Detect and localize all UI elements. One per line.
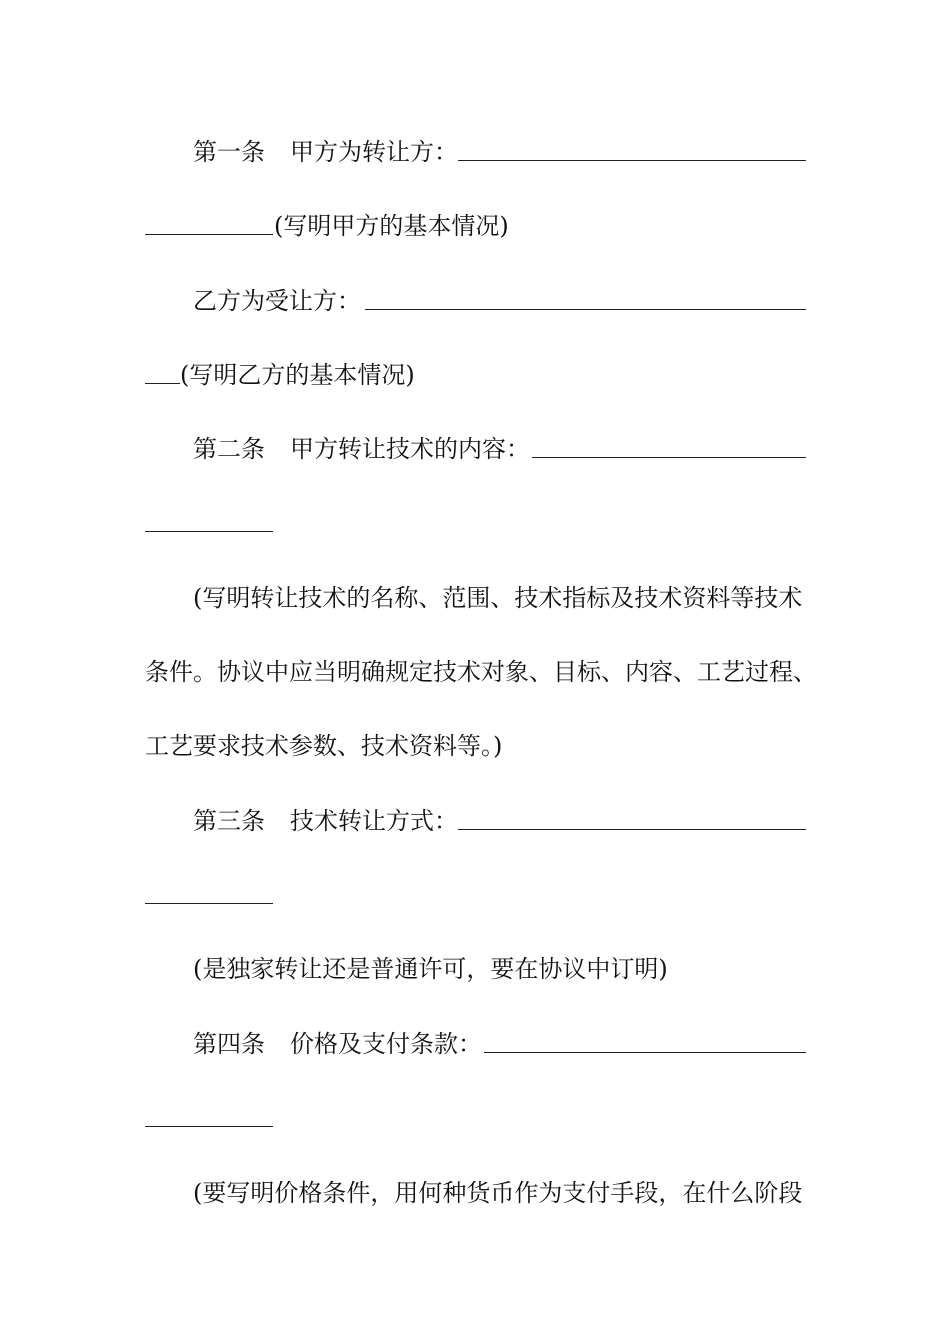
party-b-label: 乙方为受让方： — [193, 287, 361, 315]
party-b-blank[interactable] — [365, 309, 806, 310]
party-a-note-line — [0, 206, 950, 246]
article-2-heading-line — [0, 429, 950, 469]
article-4-label: 价格及支付条款： — [290, 1030, 482, 1058]
article-2-number: 第二条 — [193, 435, 265, 463]
article-3-blank-continuation[interactable] — [145, 903, 273, 904]
party-b-line — [0, 281, 950, 321]
article-1-heading-line — [0, 132, 950, 172]
party-a-blank-continuation[interactable] — [145, 234, 273, 235]
article-3-note: (是独家转让还是普通许可，要在协议中订明) — [193, 955, 668, 983]
article-2-blank[interactable] — [532, 457, 806, 458]
article-3-note-line — [0, 949, 950, 989]
article-2-blank-continuation[interactable] — [145, 531, 273, 532]
article-4-note-line — [0, 1173, 950, 1213]
article-4-number: 第四条 — [193, 1030, 265, 1058]
article-4-note: (要写明价格条件，用何种货币作为支付手段，在什么阶段 — [193, 1179, 803, 1207]
article-3-number: 第三条 — [193, 807, 265, 835]
article-2-note-line-1 — [0, 578, 950, 618]
party-a-note: (写明甲方的基本情况) — [274, 212, 509, 240]
article-3-blank-line — [0, 875, 950, 915]
article-4-heading-line — [0, 1024, 950, 1064]
article-2-note-2: 条件。协议中应当明确规定技术对象、目标、内容、工艺过程、 — [145, 658, 817, 686]
party-b-note-line — [0, 355, 950, 395]
article-2-note-line-2 — [0, 652, 950, 692]
party-b-note: (写明乙方的基本情况) — [180, 361, 415, 389]
article-4-blank-continuation[interactable] — [145, 1126, 273, 1127]
article-3-heading-line — [0, 801, 950, 841]
article-3-blank[interactable] — [458, 829, 806, 830]
article-2-blank-line — [0, 503, 950, 543]
article-2-label: 甲方转让技术的内容： — [290, 435, 530, 463]
article-2-note-1: (写明转让技术的名称、范围、技术指标及技术资料等技术 — [193, 584, 803, 612]
article-4-blank-line — [0, 1098, 950, 1138]
article-2-note-line-3 — [0, 726, 950, 766]
article-1-number: 第一条 — [193, 138, 265, 166]
article-4-blank[interactable] — [484, 1052, 806, 1053]
party-b-blank-continuation[interactable] — [145, 383, 180, 384]
party-a-blank[interactable] — [458, 160, 806, 161]
article-2-note-3: 工艺要求技术参数、技术资料等。) — [145, 732, 503, 760]
party-a-label: 甲方为转让方： — [290, 138, 458, 166]
article-3-label: 技术转让方式： — [290, 807, 458, 835]
